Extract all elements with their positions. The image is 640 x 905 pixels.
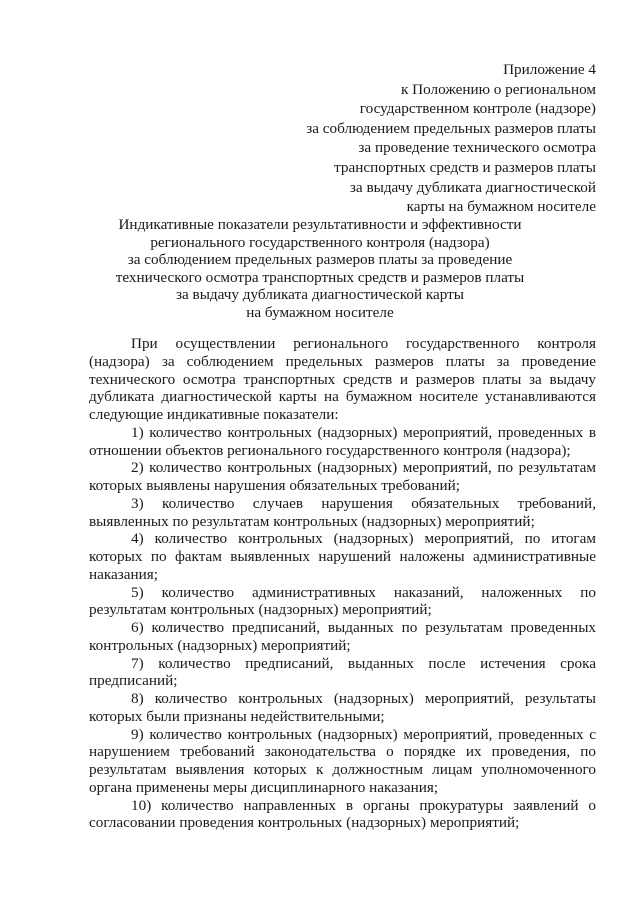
appendix-line: транспортных средств и размеров платы <box>334 158 596 176</box>
appendix-line: государственном контроле (надзоре) <box>359 100 596 118</box>
indicator-item-1: 1) количество контрольных (надзорных) мероприятий, проведенных в отношении объектов регионального государственного контроля (надзора); <box>89 423 596 459</box>
title-line: технического осмотра транспортных средств и размеров платы <box>115 268 525 286</box>
indicator-item-8: 8) количество контрольных (надзорных) мероприятий, результаты которых были признаны недействительными; <box>89 690 596 725</box>
title-line: Индикативные показатели результативности и эффективности <box>118 216 522 233</box>
indicator-item-4: 4) количество контрольных (надзорных) мероприятий, по итогам которых по фактам выявленных нарушений наложены административные наказания; <box>89 530 596 583</box>
intro-paragraph: При осуществлении регионального государственного контроля (надзора) за соблюдением предельных размеров платы за проведение технического осмотра транспортных средств и размеров платы за выдачу дубликата диагностической карты на бумажном носителе устанавливаются следующие индикативные показатели: <box>89 335 596 423</box>
title-line: на бумажном носителе <box>246 303 394 321</box>
indicator-item-7: 7) количество предписаний, выданных после истечения срока предписаний; <box>89 654 596 690</box>
document-title <box>60 216 580 322</box>
document-body <box>89 335 596 832</box>
appendix-line: за проведение технического осмотра <box>358 139 596 157</box>
indicator-item-6: 6) количество предписаний, выданных по результатам проведенных контрольных (надзорных) мероприятий; <box>89 619 596 654</box>
indicator-item-9: 9) количество контрольных (надзорных) мероприятий, проведенных с нарушением требований законодательства о порядке их проведения, по результатам выявления которых к должностным лицам уполномоченного органа применены меры дисциплинарного наказания; <box>89 725 596 796</box>
appendix-line: за соблюдением предельных размеров платы <box>306 119 596 137</box>
appendix-line: Приложение 4 <box>503 61 596 78</box>
indicator-item-3: 3) количество случаев нарушения обязательных требований, выявленных по результатам контрольных (надзорных) мероприятий; <box>89 494 596 530</box>
title-line: за соблюдением предельных размеров платы за проведение <box>127 251 513 269</box>
appendix-line: за выдачу дубликата диагностической <box>349 178 596 196</box>
indicator-item-2: 2) количество контрольных (надзорных) мероприятий, по результатам которых выявлены нарушения обязательных требований; <box>89 459 596 494</box>
title-line: за выдачу дубликата диагностической карты <box>175 286 464 304</box>
appendix-line: карты на бумажном носителе <box>406 198 596 216</box>
appendix-line: к Положению о региональном <box>401 80 596 98</box>
indicator-item-10: 10) количество направленных в органы прокуратуры заявлений о согласовании проведения контрольных (надзорных) мероприятий; <box>89 796 596 832</box>
appendix-header <box>256 60 596 217</box>
title-line: регионального государственного контроля (надзора) <box>150 233 490 251</box>
indicator-item-5: 5) количество административных наказаний, наложенных по результатам контрольных (надзорных) мероприятий; <box>89 583 596 619</box>
